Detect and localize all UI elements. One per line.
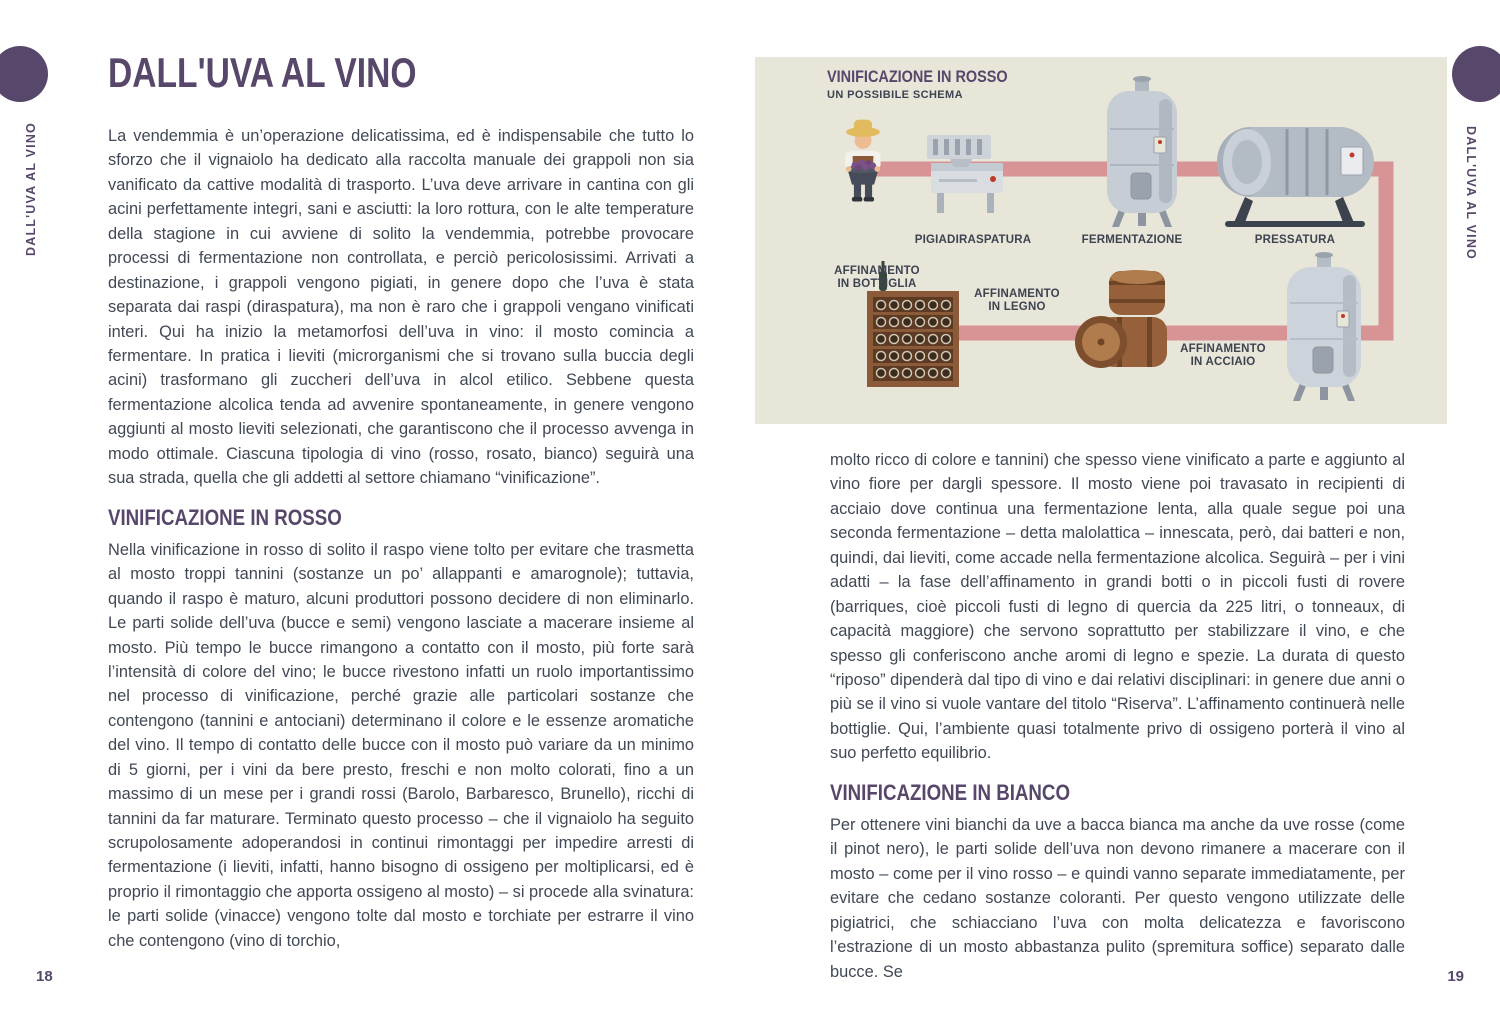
diagram-label-affinamento-legno-line1: AFFINAMENTO <box>974 288 1060 300</box>
page-number-left: 18 <box>36 968 53 985</box>
diagram-label-affinamento-acciaio-line1: AFFINAMENTO <box>1180 343 1266 355</box>
diagram-label-pigiadiraspatura: PIGIADIRASPATURA <box>914 234 1032 246</box>
diagram-title: VINIFICAZIONE IN ROSSO <box>827 67 1008 86</box>
left-margin-vertical-title: DALL'UVA AL VINO <box>24 122 38 256</box>
diagram-label-affinamento-bottiglia-line1: AFFINAMENTO <box>834 265 920 277</box>
diagram-label-pressatura: PRESSATURA <box>1254 234 1336 246</box>
page-right <box>830 448 1405 984</box>
diagram-illustration <box>755 57 1447 424</box>
section-heading-bianco: VINIFICAZIONE IN BIANCO <box>830 779 1070 805</box>
vinification-diagram <box>755 57 1447 424</box>
diagram-label-affinamento-bottiglia-line2: IN BOTTIGLIA <box>837 278 917 290</box>
crusher-icon <box>927 135 1003 213</box>
intro-paragraph: La vendemmia è un’operazione delicatissima, ed è indispensabile che tutto lo sforzo che il vignaiolo ha dedicato alla raccolta manuale dei grappoli non sia vanificato da cattive modalità di trasporto. L’uva deve arrivare in cantina con gli acini perfettamente integri, sani e asciutti: la loro rottura, con le alte temperature della stagione in cui avviene di solito la vendemmia, potrebbe provocare processi di fermentazione non controllata, e perciò pericolosissimi. Arrivati a destinazione, i grappoli vengono pigiati, in genere dopo che l’uva è stata separata dai raspi (diraspatura), ma non è raro che i grappoli vengano vinificati interi. Qui ha inizio la metamorfosi dell’uva in vino: il mosto comincia a fermentare. In pratica i lieviti (microrganismi che si trovano sulla buccia degli acini) trasformano gli zuccheri dell’uva in alcol etilico. Sebbene questa fermentazione alcolica tenda ad avvenire spontaneamente, in genere vengono aggiunti al mosto lieviti selezionati, che garantiscono che il processo avvenga in modo ottimale. Ciascuna tipologia di vino (rosso, rosato, bianco) seguirà una sua strada, quella che gli addetti al settore chiamano “vinificazione”. <box>108 127 694 488</box>
diagram-label-fermentazione: FERMENTAZIONE <box>1081 234 1183 246</box>
right-margin-vertical-title: DALL'UVA AL VINO <box>1464 126 1478 260</box>
diagram-label-affinamento-acciaio-line2: IN ACCIAIO <box>1190 356 1256 368</box>
fermentation-tank-icon <box>1107 76 1177 227</box>
section-heading-rosso: VINIFICAZIONE IN ROSSO <box>108 504 342 530</box>
page-number-right: 19 <box>1447 968 1464 985</box>
section-body-rosso: Nella vinificazione in rosso di solito il raspo viene tolto per evitare che trasmetta al mosto troppi tannini (sostanze un po’ allappanti e amarognole); tuttavia, quando il raspo è maturo, alcuni produttori possono decidere di non eliminarlo. Le parti solide dell’uva (bucce e semi) vengono lasciate a macerare insieme al mosto. Più tempo le bucce rimangono a contatto con il mosto, più forte sarà l’intensità di colore del vino; le bucce rivestono infatti un ruolo importantissimo nel processo di vinificazione, perché grazie alle particolari sostanze che contengono (tannini e antociani) determinano il colore e le essenze aromatiche del vino. Il tempo di contatto delle bucce con il mosto può variare da un minimo di 5 giorni, per i vini da bere presto, freschi e non molto colorati, fino a un massimo di un mese per i grandi rossi (Barolo, Barbaresco, Brunello), ricchi di tannini da far maturare. Terminato questo processo – che il vignaiolo ha seguito scrupolosamente adoperandosi in continui rimontaggi per impedire arresti di fermentazione (i lieviti, infatti, hanno bisogno di ossigeno per moltiplicarsi, ed è proprio il rimontaggio che apporta ossigeno al mosto) – si procede alla svinatura: le parti solide (vinacce) vengono tolte dal mosto e torchiate per estrarre il vino che contengono (vino di torchio, <box>108 540 694 950</box>
diagram-header <box>827 68 1040 101</box>
page-left <box>108 49 694 953</box>
farmer-icon <box>845 120 880 202</box>
diagram-label-affinamento-legno-line2: IN LEGNO <box>988 301 1046 313</box>
steel-tank-icon <box>1287 252 1361 401</box>
page-title: DALL'UVA AL VINO <box>108 49 417 96</box>
corner-circle-left <box>0 46 48 102</box>
section-body-bianco: Per ottenere vini bianchi da uve a bacca bianca ma anche da uve rosse (come il pinot nero), le parti solide dell’uva non devono rimanere a macerare con il mosto – come per il vino rosso – e quindi vanno separate immediatamente, per evitare che cedano sostanze coloranti. Per questo vengono utilizzate delle pigiatrici, che schiacciano l’uva con molta delicatezza e favoriscono l’estrazione di un mosto abbastanza pulito (spremitura soffice) separato dalle bucce. Se <box>830 815 1405 981</box>
continuation-paragraph: molto ricco di colore e tannini) che spesso viene vinificato a parte e aggiunto al vino fiore per dargli spessore. Il mosto viene poi travasato in recipienti di acciaio dove continua una fermentazione lenta, alla quale segue poi una seconda fermentazione – detta malolattica – innescata, però, dai batteri e non, quindi, dai lieviti, come accade nella fermentazione alcolica. Seguirà – per i vini adatti – la fase dell’affinamento in grandi botti o in piccoli fusti di rovere (barriques, cioè piccoli fusti di legno di quercia da 225 litri, o tonneaux, di capacità maggiore) che servono soprattutto per stabilizzare il vino, e che spesso gli conferiscono anche aromi di legno e spezie. La durata di questo “riposo” dipenderà dal tipo di vino e dai relativi disciplinari: in genere due anni o più se il vino si vuole vantare del titolo “Riserva”. L’affinamento continuerà nelle bottiglie. Qui, l’ambiente quasi totalmente privo di ossigeno porterà il vino al suo perfetto equilibrio. <box>830 451 1405 763</box>
corner-circle-right <box>1452 46 1500 102</box>
diagram-subtitle: UN POSSIBILE SCHEMA <box>827 88 963 101</box>
press-icon <box>1217 127 1374 227</box>
barrels-icon <box>1075 270 1167 368</box>
